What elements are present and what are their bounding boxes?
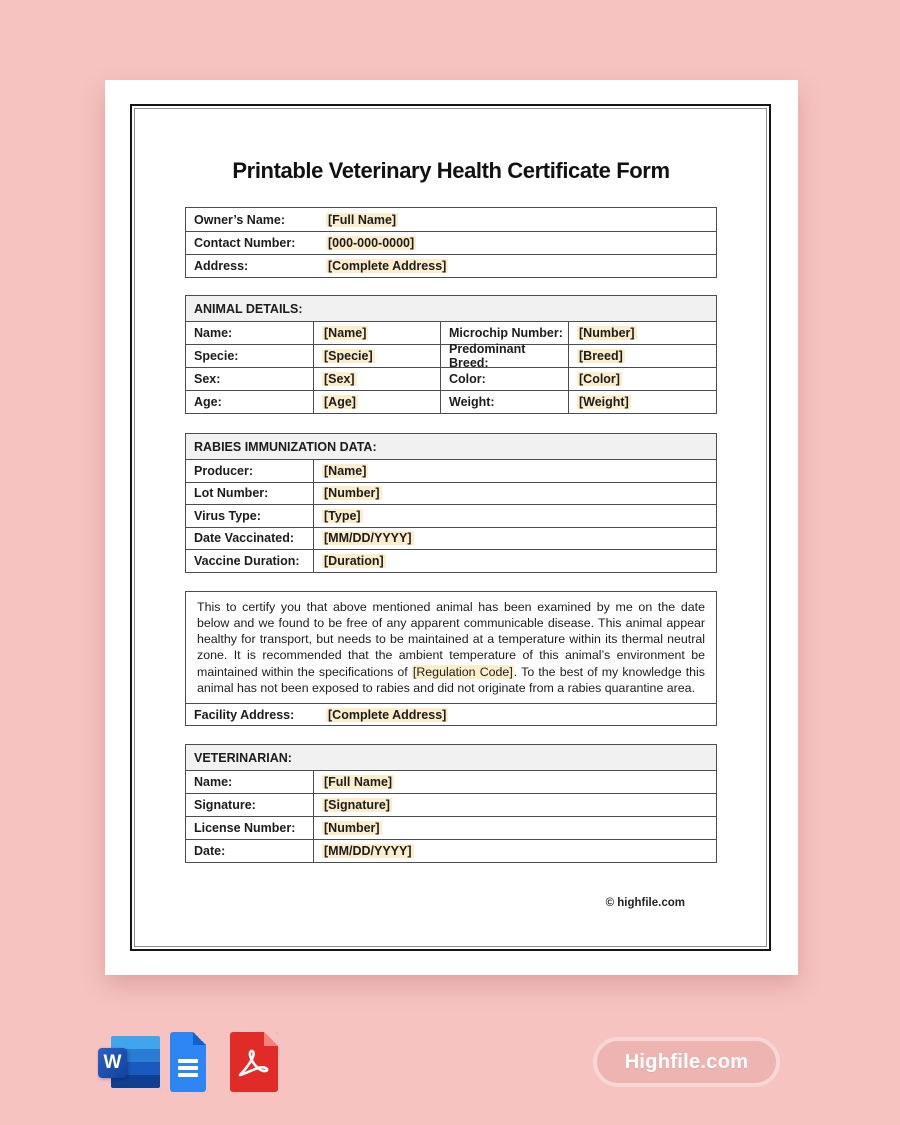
field-value xyxy=(314,505,716,527)
field-value xyxy=(569,368,716,390)
owner-table xyxy=(185,207,717,278)
table-row xyxy=(186,482,716,505)
table-row xyxy=(186,321,716,344)
field-label: Vaccine Duration: xyxy=(186,550,314,572)
field-label: Name: xyxy=(186,771,314,793)
table-row xyxy=(186,816,716,839)
placeholder-value: [Number] xyxy=(324,821,380,836)
field-value xyxy=(314,528,716,550)
field-label: Specie: xyxy=(186,345,314,367)
field-label: Name: xyxy=(186,322,314,344)
document-page xyxy=(105,80,798,975)
field-label: Color: xyxy=(441,368,569,390)
field-label: Microchip Number: xyxy=(441,322,569,344)
placeholder-value: [Breed] xyxy=(579,349,623,363)
field-value xyxy=(314,794,716,816)
field-label: Date Vaccinated: xyxy=(186,528,314,550)
page-title: Printable Veterinary Health Certificate Form xyxy=(232,158,670,183)
pdf-icon[interactable] xyxy=(230,1032,278,1092)
certification-block xyxy=(185,591,717,727)
field-label: Contact Number: xyxy=(194,236,296,250)
certification-text-before: This to certify you that above mentioned animal has been examined by me on the date below and we found to be free of any apparent communicable disease. This animal appear healthy for transport, but needs to be maintained at a temperature within its thermal neutral zone. It is recommended that the ambient temperature of this animal’s environment be maintained within the specifications of xyxy=(197,599,705,679)
field-label: Address: xyxy=(194,259,249,273)
placeholder-value: [Sex] xyxy=(324,372,355,386)
table-row xyxy=(186,367,716,390)
field-value xyxy=(314,368,441,390)
certification-text-after: . To the best of my knowledge this animal has not been exposed to rabies and did not originate from a rabies quarantine area. xyxy=(197,664,706,695)
field-value xyxy=(314,817,716,839)
table-row xyxy=(186,459,716,482)
field-value xyxy=(318,704,716,725)
table-row xyxy=(186,231,716,254)
field-value xyxy=(318,208,716,231)
section-header: RABIES IMMUNIZATION DATA: xyxy=(186,434,716,459)
word-letter-tile: W xyxy=(98,1048,127,1078)
placeholder-value: [Number] xyxy=(324,486,380,501)
placeholder-value: [Full Name] xyxy=(324,775,393,790)
table-row xyxy=(186,770,716,793)
field-value xyxy=(318,232,716,254)
word-icon[interactable] xyxy=(96,1033,162,1091)
placeholder-value: [Complete Address] xyxy=(328,259,447,273)
field-value xyxy=(314,771,716,793)
field-label: Sex: xyxy=(186,368,314,390)
table-row xyxy=(186,342,716,370)
placeholder-value: [MM/DD/YYYY] xyxy=(324,531,412,546)
field-value xyxy=(314,345,441,367)
copyright-text: © highfile.com xyxy=(605,897,685,909)
table-row xyxy=(186,208,716,231)
field-value xyxy=(318,255,716,277)
docs-fold-corner xyxy=(193,1032,206,1045)
field-label: Age: xyxy=(186,391,314,413)
docs-text-line xyxy=(178,1073,198,1077)
docs-text-line xyxy=(178,1066,198,1070)
field-label: Weight: xyxy=(441,391,569,413)
field-value xyxy=(569,322,716,344)
placeholder-value: [Age] xyxy=(324,395,356,409)
field-label: License Number: xyxy=(186,817,314,839)
field-value xyxy=(314,550,716,572)
placeholder-value: [Name] xyxy=(324,326,367,340)
field-value xyxy=(314,840,716,862)
field-label: Lot Number: xyxy=(186,483,314,505)
table-row xyxy=(186,839,716,862)
field-label: Date: xyxy=(186,840,314,862)
page-border-inner xyxy=(134,108,767,947)
brand-label: Highfile.com xyxy=(624,1050,749,1073)
field-label: Predominant Breed: xyxy=(441,345,569,367)
rabies-immunization-table xyxy=(185,433,717,573)
table-row xyxy=(186,549,716,572)
acrobat-logo xyxy=(236,1048,272,1080)
page-border-outer xyxy=(130,104,771,951)
field-label: Signature: xyxy=(186,794,314,816)
section-header: VETERINARIAN: xyxy=(186,745,716,770)
table-row xyxy=(186,390,716,413)
placeholder-value: [Full Name] xyxy=(328,212,397,227)
animal-details-table xyxy=(185,295,717,414)
field-value xyxy=(314,460,716,482)
field-value xyxy=(314,391,441,413)
field-label: Producer: xyxy=(186,460,314,482)
table-row xyxy=(186,703,716,725)
google-docs-icon[interactable] xyxy=(170,1032,206,1092)
placeholder-value: [Color] xyxy=(579,372,620,386)
placeholder-value: [Signature] xyxy=(324,798,390,813)
placeholder-value: [Specie] xyxy=(324,349,373,363)
field-label: Virus Type: xyxy=(186,505,314,527)
table-row xyxy=(186,504,716,527)
field-label: Owner’s Name: xyxy=(194,212,286,227)
regulation-code-placeholder: [Regulation Code] xyxy=(412,664,513,679)
placeholder-value: [000-000-0000] xyxy=(328,236,415,250)
field-value xyxy=(314,483,716,505)
veterinarian-table xyxy=(185,744,717,863)
field-value xyxy=(569,345,716,367)
placeholder-value: [MM/DD/YYYY] xyxy=(324,844,412,859)
placeholder-value: [Duration] xyxy=(324,553,384,568)
section-header: ANIMAL DETAILS: xyxy=(186,296,716,321)
certification-text xyxy=(186,592,716,704)
pdf-fold-corner xyxy=(264,1032,278,1046)
table-row xyxy=(186,793,716,816)
field-value xyxy=(569,391,716,413)
field-label: Facility Address: xyxy=(194,707,295,722)
placeholder-value: [Complete Address] xyxy=(328,707,447,722)
placeholder-value: [Name] xyxy=(324,463,367,478)
docs-text-line xyxy=(178,1059,198,1063)
highfile-brand-button[interactable] xyxy=(593,1037,780,1087)
placeholder-value: [Weight] xyxy=(579,395,629,409)
placeholder-value: [Number] xyxy=(579,326,635,340)
table-row xyxy=(186,527,716,550)
field-value xyxy=(314,322,441,344)
table-row xyxy=(186,254,716,277)
placeholder-value: [Type] xyxy=(324,508,361,523)
